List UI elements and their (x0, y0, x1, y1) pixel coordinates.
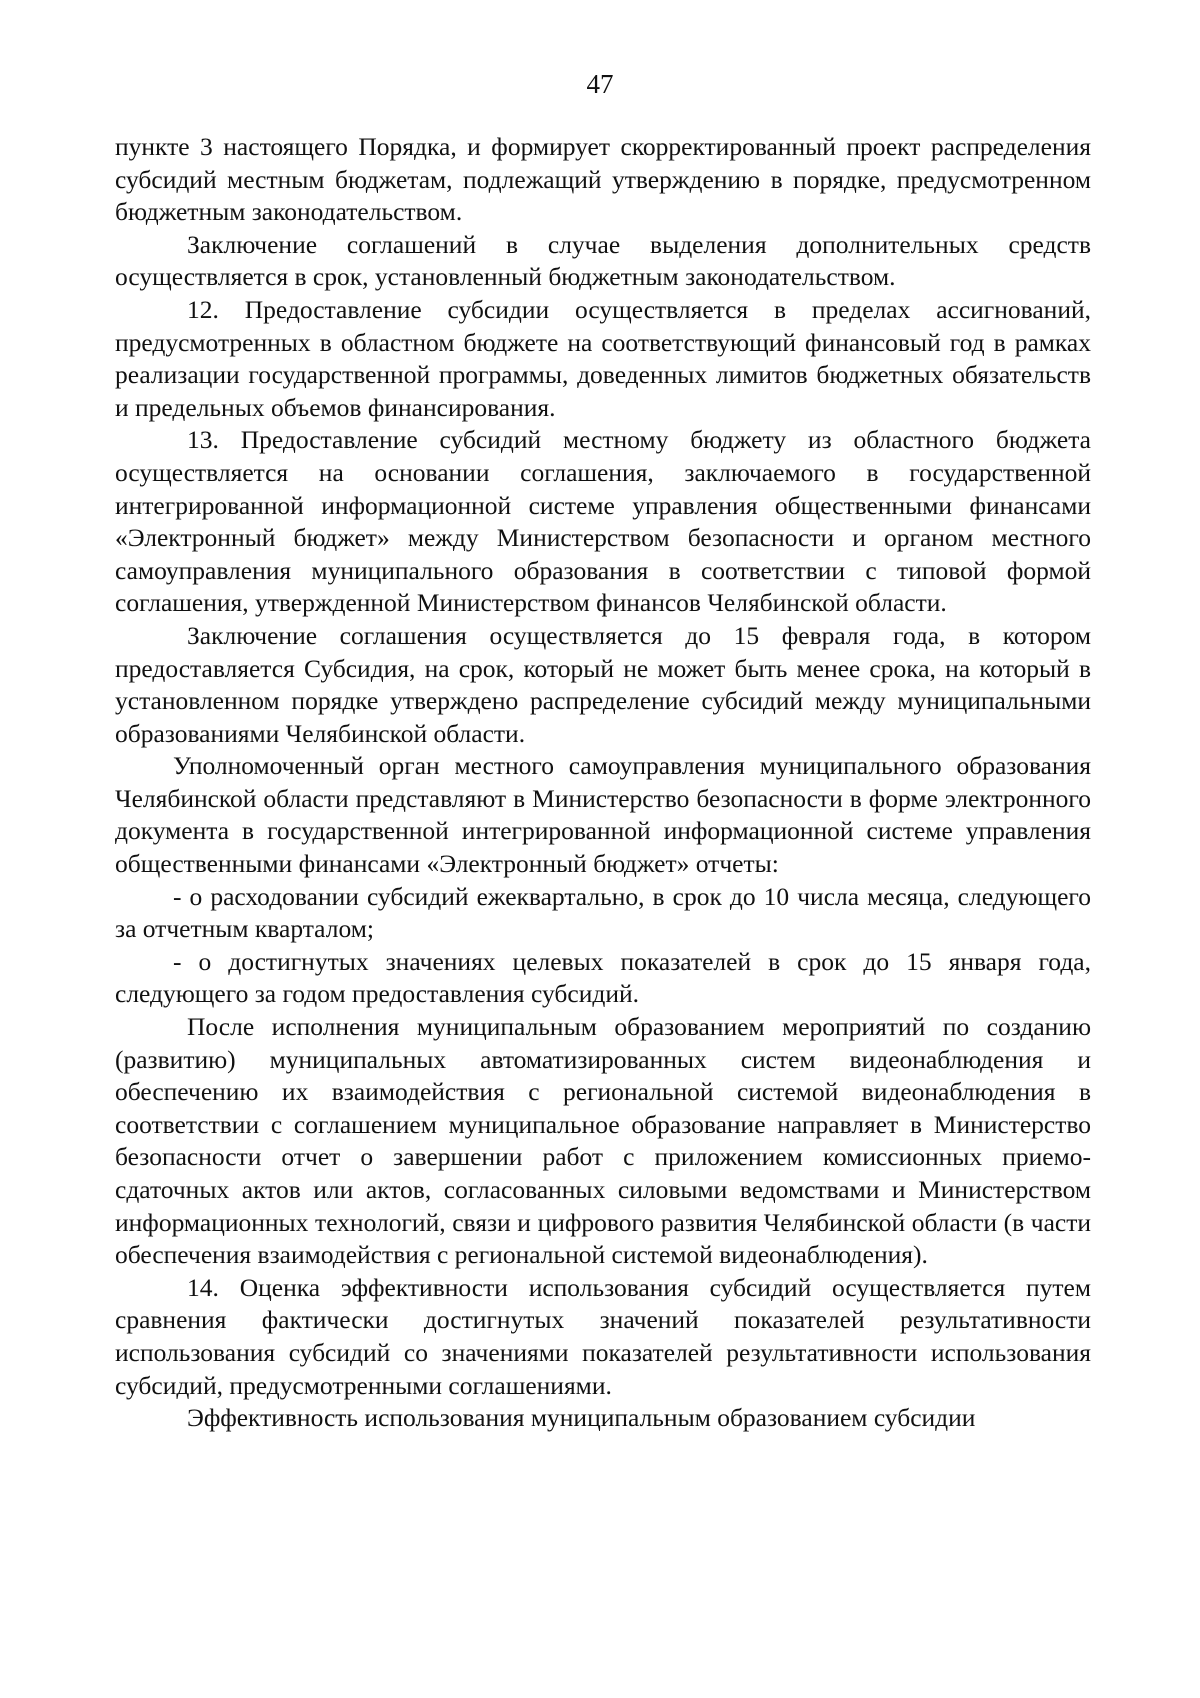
document-body (115, 131, 1091, 1435)
paragraph-11: Эффективность использования муниципальным образованием субсидии (187, 1403, 976, 1433)
paragraph-6: Уполномоченный орган местного самоуправления муниципального образования Челябинской области представляют в Министерство безопасности в форме электронного документа в государственной интегрированной информационной системе управления общественными финансами «Электронный бюджет» отчеты: (115, 751, 1091, 879)
paragraph-2: Заключение соглашений в случае выделения дополнительных средств осуществляется в срок, установленный бюджетным законодательством. (115, 229, 1091, 292)
page-number: 47 (586, 69, 614, 99)
paragraph-10: 14. Оценка эффективности использования субсидий осуществляется путем сравнения фактически достигнутых значений показателей результативности использования субсидий со значениями показателей результативности использования субсидий, предусмотренными соглашениями. (115, 1272, 1091, 1400)
paragraph-9: После исполнения муниципальным образованием мероприятий по созданию (развитию) муниципальных автоматизированных систем видеонаблюдения и обеспечению их взаимодействия с региональной системой видеонаблюдения в соответствии с соглашением муниципальное образование направляет в Министерство безопасности отчет о завершении работ с приложением комиссионных приемо-сдаточных актов или актов, согласованных силовыми ведомствами и Министерством информационных технологий, связи и цифрового развития Челябинской области (в части обеспечения взаимодействия с региональной системой видеонаблюдения). (115, 1012, 1091, 1270)
paragraph-5: Заключение соглашения осуществляется до 15 февраля года, в котором предоставляется Субсидия, на срок, который не может быть менее срока, на который в установленном порядке утверждено распределение субсидий между муниципальными образованиями Челябинской области. (115, 620, 1091, 748)
paragraph-1: пункте 3 настоящего Порядка, и формирует скорректированный проект распределения субсидий местным бюджетам, подлежащий утверждению в порядке, предусмотренном бюджетным законодательством. (115, 132, 1091, 227)
paragraph-4: 13. Предоставление субсидий местному бюджету из областного бюджета осуществляется на основании соглашения, заключаемого в государственной интегрированной информационной системе управления общественными финансами «Электронный бюджет» между Министерством безопасности и органом местного самоуправления муниципального образования в соответствии с типовой формой соглашения, утвержденной Министерством финансов Челябинской области. (115, 425, 1091, 618)
paragraph-3: 12. Предоставление субсидии осуществляется в пределах ассигнований, предусмотренных в областном бюджете на соответствующий финансовый год в рамках реализации государственной программы, доведенных лимитов бюджетных обязательств и предельных объемов финансирования. (115, 294, 1091, 422)
list-item-report-targets: - о достигнутых значениях целевых показателей в срок до 15 января года, следующего за годом предоставления субсидий. (115, 946, 1091, 1009)
list-item-report-expenses: - о расходовании субсидий ежеквартально, в срок до 10 числа месяца, следующего за отчетным кварталом; (115, 881, 1091, 944)
